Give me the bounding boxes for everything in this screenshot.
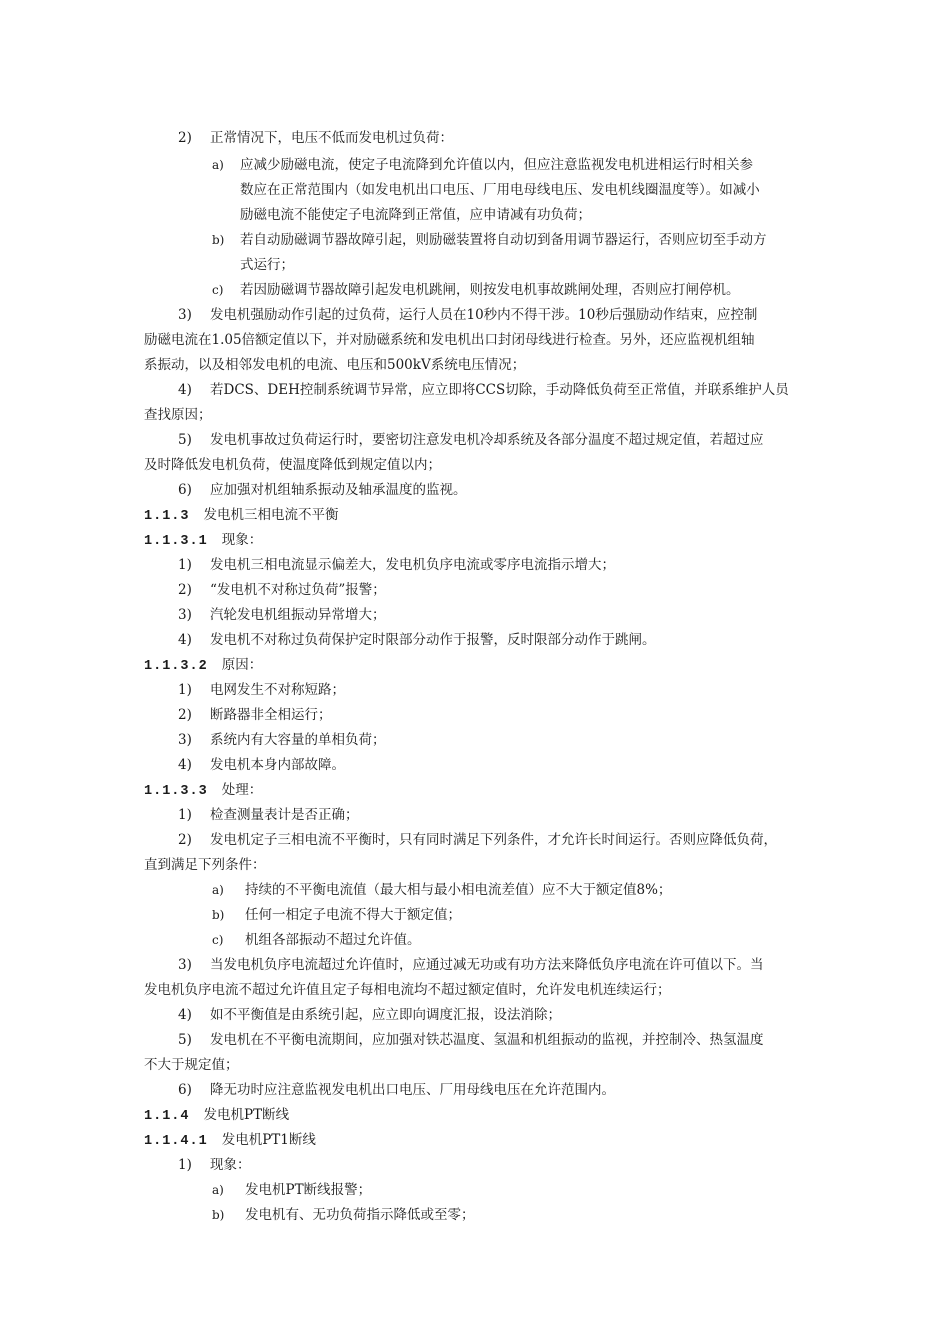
paragraph-continuation: 查找原因； bbox=[144, 407, 212, 423]
sub-item-marker: b) bbox=[212, 233, 225, 247]
section-title: 发电机PT断线 bbox=[203, 1107, 290, 1123]
list-item-text: 断路器非全相运行； bbox=[210, 707, 332, 723]
list-item-text: 发电机本身内部故障。 bbox=[210, 757, 345, 773]
sub-item-marker: a) bbox=[212, 1183, 224, 1197]
paragraph-continuation: 式运行； bbox=[240, 257, 294, 273]
paragraph-continuation: 不大于规定值； bbox=[144, 1057, 239, 1073]
list-item-text: 应加强对机组轴系振动及轴承温度的监视。 bbox=[210, 482, 467, 498]
list-item-number: 6) bbox=[178, 482, 192, 498]
paragraph-continuation: 发电机负序电流不超过允许值且定子每相电流均不超过额定值时，允许发电机连续运行； bbox=[144, 982, 671, 998]
list-item-text: 持续的不平衡电流值（最大相与最小相电流差值）应不大于额定值8%； bbox=[245, 882, 672, 898]
sub-item-marker: c) bbox=[212, 283, 224, 297]
list-item-text: 应减少励磁电流，使定子电流降到允许值以内，但应注意监视发电机进相运行时相关参 bbox=[240, 157, 753, 173]
list-item-number: 1) bbox=[178, 557, 192, 573]
list-item-text: 系统内有大容量的单相负荷； bbox=[210, 732, 386, 748]
section-heading bbox=[144, 656, 262, 676]
section-number: 1.1.4.1 bbox=[144, 1134, 208, 1149]
list-item-number: 4) bbox=[178, 382, 192, 398]
list-item-number: 1) bbox=[178, 682, 192, 698]
sub-item-marker: c) bbox=[212, 933, 224, 947]
list-item-text: 检查测量表计是否正确； bbox=[210, 807, 359, 823]
list-item-number: 5) bbox=[178, 432, 192, 448]
list-item-text: “发电机不对称过负荷”报警； bbox=[210, 582, 386, 598]
list-item-number: 3) bbox=[178, 307, 192, 323]
paragraph-continuation: 及时降低发电机负荷，使温度降低到规定值以内； bbox=[144, 457, 441, 473]
list-item-number: 6) bbox=[178, 1082, 192, 1098]
sub-item-marker: b) bbox=[212, 1208, 225, 1222]
list-item-text: 若DCS、DEH控制系统调节异常，应立即将CCS切除，手动降低负荷至正常值，并联系维护人员 bbox=[210, 382, 789, 398]
list-item-number: 3) bbox=[178, 957, 192, 973]
section-title: 发电机三相电流不平衡 bbox=[203, 507, 339, 523]
list-item-text: 发电机PT断线报警； bbox=[245, 1182, 372, 1198]
list-item-text: 发电机强励动作引起的过负荷，运行人员在10秒内不得干涉。10秒后强励动作结束，应控制 bbox=[210, 307, 758, 323]
section-heading bbox=[144, 781, 262, 801]
section-number: 1.1.3.2 bbox=[144, 659, 208, 674]
sub-item-marker: a) bbox=[212, 883, 224, 897]
section-title: 现象： bbox=[221, 532, 263, 548]
list-item-number: 4) bbox=[178, 757, 192, 773]
paragraph-continuation: 励磁电流不能使定子电流降到正常值，应申请减有功负荷； bbox=[240, 207, 591, 223]
list-item-number: 2) bbox=[178, 582, 192, 598]
paragraph-continuation: 直到满足下列条件： bbox=[144, 857, 266, 873]
list-item-text: 任何一相定子电流不得大于额定值； bbox=[245, 907, 461, 923]
list-item-text: 降无功时应注意监视发电机出口电压、厂用母线电压在允许范围内。 bbox=[210, 1082, 615, 1098]
section-heading bbox=[144, 1131, 316, 1151]
section-heading bbox=[144, 1106, 289, 1126]
list-item-text: 正常情况下，电压不低而发电机过负荷： bbox=[210, 130, 453, 146]
list-item-text: 发电机有、无功负荷指示降低或至零； bbox=[245, 1207, 475, 1223]
list-item-number: 1) bbox=[178, 807, 192, 823]
list-item-number: 3) bbox=[178, 607, 192, 623]
paragraph-continuation: 励磁电流在1.05倍额定值以下，并对励磁系统和发电机出口封闭母线进行检查。另外，还应监视机组轴 bbox=[144, 332, 755, 348]
section-number: 1.1.4 bbox=[144, 1109, 190, 1124]
list-item-number: 2) bbox=[178, 832, 192, 848]
sub-item-marker: a) bbox=[212, 158, 224, 172]
list-item-number: 4) bbox=[178, 632, 192, 648]
list-item-text: 若自动励磁调节器故障引起，则励磁装置将自动切到备用调节器运行，否则应切至手动方 bbox=[240, 232, 767, 248]
section-heading bbox=[144, 531, 262, 551]
section-number: 1.1.3 bbox=[144, 509, 190, 524]
list-item-text: 当发电机负序电流超过允许值时，应通过减无功或有功方法来降低负序电流在许可值以下。当 bbox=[210, 957, 764, 973]
list-item-text: 发电机三相电流显示偏差大，发电机负序电流或零序电流指示增大； bbox=[210, 557, 615, 573]
list-item-text: 发电机事故过负荷运行时，要密切注意发电机冷却系统及各部分温度不超过规定值，若超过应 bbox=[210, 432, 764, 448]
list-item-number: 3) bbox=[178, 732, 192, 748]
list-item-number: 2) bbox=[178, 707, 192, 723]
list-item-number: 5) bbox=[178, 1032, 192, 1048]
list-item-number: 4) bbox=[178, 1007, 192, 1023]
list-item-text: 现象： bbox=[210, 1157, 251, 1173]
list-item-text: 若因励磁调节器故障引起发电机跳闸，则按发电机事故跳闸处理，否则应打闸停机。 bbox=[240, 282, 740, 298]
list-item-text: 汽轮发电机组振动异常增大； bbox=[210, 607, 386, 623]
sub-item-marker: b) bbox=[212, 908, 225, 922]
list-item-text: 机组各部振动不超过允许值。 bbox=[245, 932, 421, 948]
list-item-text: 如不平衡值是由系统引起，应立即向调度汇报，设法消除； bbox=[210, 1007, 561, 1023]
section-number: 1.1.3.1 bbox=[144, 534, 208, 549]
list-item-text: 发电机不对称过负荷保护定时限部分动作于报警，反时限部分动作于跳闸。 bbox=[210, 632, 656, 648]
list-item-text: 发电机在不平衡电流期间，应加强对铁芯温度、氢温和机组振动的监视，并控制冷、热氢温度 bbox=[210, 1032, 764, 1048]
section-title: 发电机PT1断线 bbox=[221, 1132, 316, 1148]
paragraph-continuation: 系振动，以及相邻发电机的电流、电压和500kV系统电压情况； bbox=[144, 357, 526, 373]
list-item-text: 电网发生不对称短路； bbox=[210, 682, 345, 698]
list-item-text: 发电机定子三相电流不平衡时，只有同时满足下列条件，才允许长时间运行。否则应降低负荷， bbox=[210, 832, 777, 848]
section-title: 处理： bbox=[221, 782, 263, 798]
paragraph-continuation: 数应在正常范围内（如发电机出口电压、厂用电母线电压、发电机线圈温度等）。如减小 bbox=[240, 182, 760, 198]
section-title: 原因： bbox=[221, 657, 263, 673]
list-item-number: 2) bbox=[178, 130, 192, 146]
section-number: 1.1.3.3 bbox=[144, 784, 208, 799]
section-heading bbox=[144, 506, 339, 526]
list-item-number: 1) bbox=[178, 1157, 192, 1173]
